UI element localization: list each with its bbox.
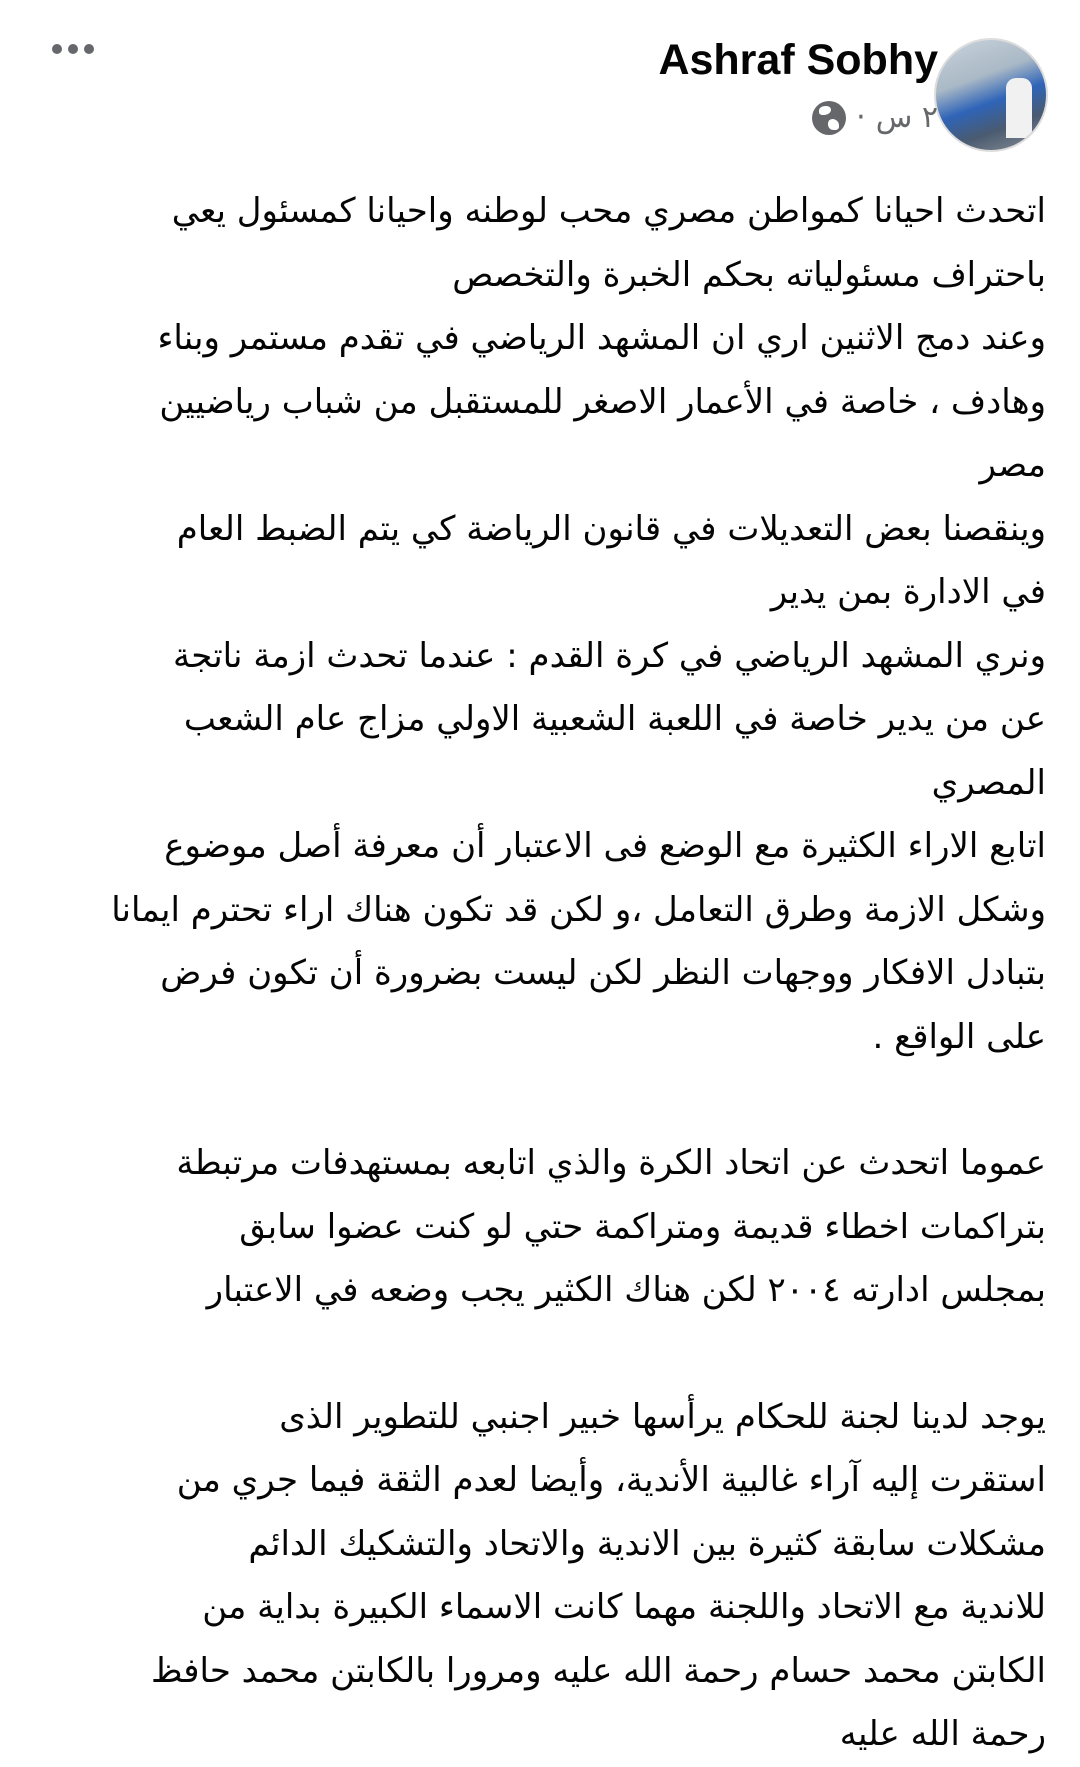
post-line: عن من يدير خاصة في اللعبة الشعبية الاولي مزاج عام الشعب [183,699,1046,739]
post-line: اتحدث احيانا كمواطن مصري محب لوطنه واحيانا كمسئول يعي [171,191,1046,231]
more-options-button[interactable] [52,44,94,54]
post-line: المصري [931,762,1046,803]
post-line: بتبادل الافكار ووجهات النظر لكن ليست بضرورة أن تكون فرض [160,953,1046,993]
post-line: الكابتن محمد حسام رحمة الله عليه ومرورا بالكابتن محمد حافظ [150,1650,1046,1691]
separator: · [856,100,866,135]
post-line: اتابع الاراء الكثيرة مع الوضع فى الاعتبار أن معرفة أصل موضوع [164,826,1046,866]
post-line: للاندية مع الاتحاد واللجنة مهما كانت الاسماء الكبيرة بداية من [202,1587,1046,1627]
post-line: مصر [979,445,1046,485]
post-line: يوجد لدينا لجنة للحكام يرأسها خبير اجنبي للتطوير الذى [279,1396,1046,1437]
post-text [46,180,1046,1767]
more-icon [52,44,62,54]
post-line: وينقصنا بعض التعديلات في قانون الرياضة كي يتم الضبط العام [176,508,1046,549]
post-line: رحمة الله عليه [839,1714,1046,1754]
post-line: وهادف ، خاصة في الأعمار الاصغر للمستقبل من شباب رياضيين [159,381,1046,422]
post-line: عموما اتحدث عن اتحاد الكرة والذي اتابعه بمستهدفات مرتبطة [176,1143,1046,1183]
post-line: بتراكمات اخطاء قديمة ومتراكمة حتي لو كنت عضوا سابق [239,1206,1046,1247]
blank-line [46,1069,1046,1132]
post-line: استقرت إليه آراء غالبية الأندية، وأيضا لعدم الثقة فيما جري من [176,1460,1046,1500]
post-line: في الادارة بمن يدير [770,572,1046,612]
author-name[interactable]: Ashraf Sobhy [658,36,938,84]
post-line: على الواقع . [872,1016,1046,1057]
post-line: مشكلات سابقة كثيرة بين الاندية والاتحاد والتشكيك الدائم [248,1523,1046,1564]
post-time[interactable]: ٢ س [875,100,938,135]
post-line: ونري المشهد الرياضي في كرة القدم : عندما تحدث ازمة ناتجة [173,635,1046,676]
post-line: باحتراف مسئولياته بحكم الخبرة والتخصص [452,254,1046,295]
blank-line [46,1323,1046,1386]
post-meta [812,100,938,135]
post-line: بمجلس ادارته ٢٠٠٤ لكن هناك الكثير يجب وضعه في الاعتبار [206,1270,1046,1310]
post-line: وشكل الازمة وطرق التعامل ،و لكن قد تكون هناك اراء تحترم ايمانا [111,889,1046,930]
globe-icon [812,101,846,135]
avatar[interactable] [934,38,1048,152]
post-line: وعند دمج الاثنين اري ان المشهد الرياضي في تقدم مستمر وبناء [157,318,1046,358]
